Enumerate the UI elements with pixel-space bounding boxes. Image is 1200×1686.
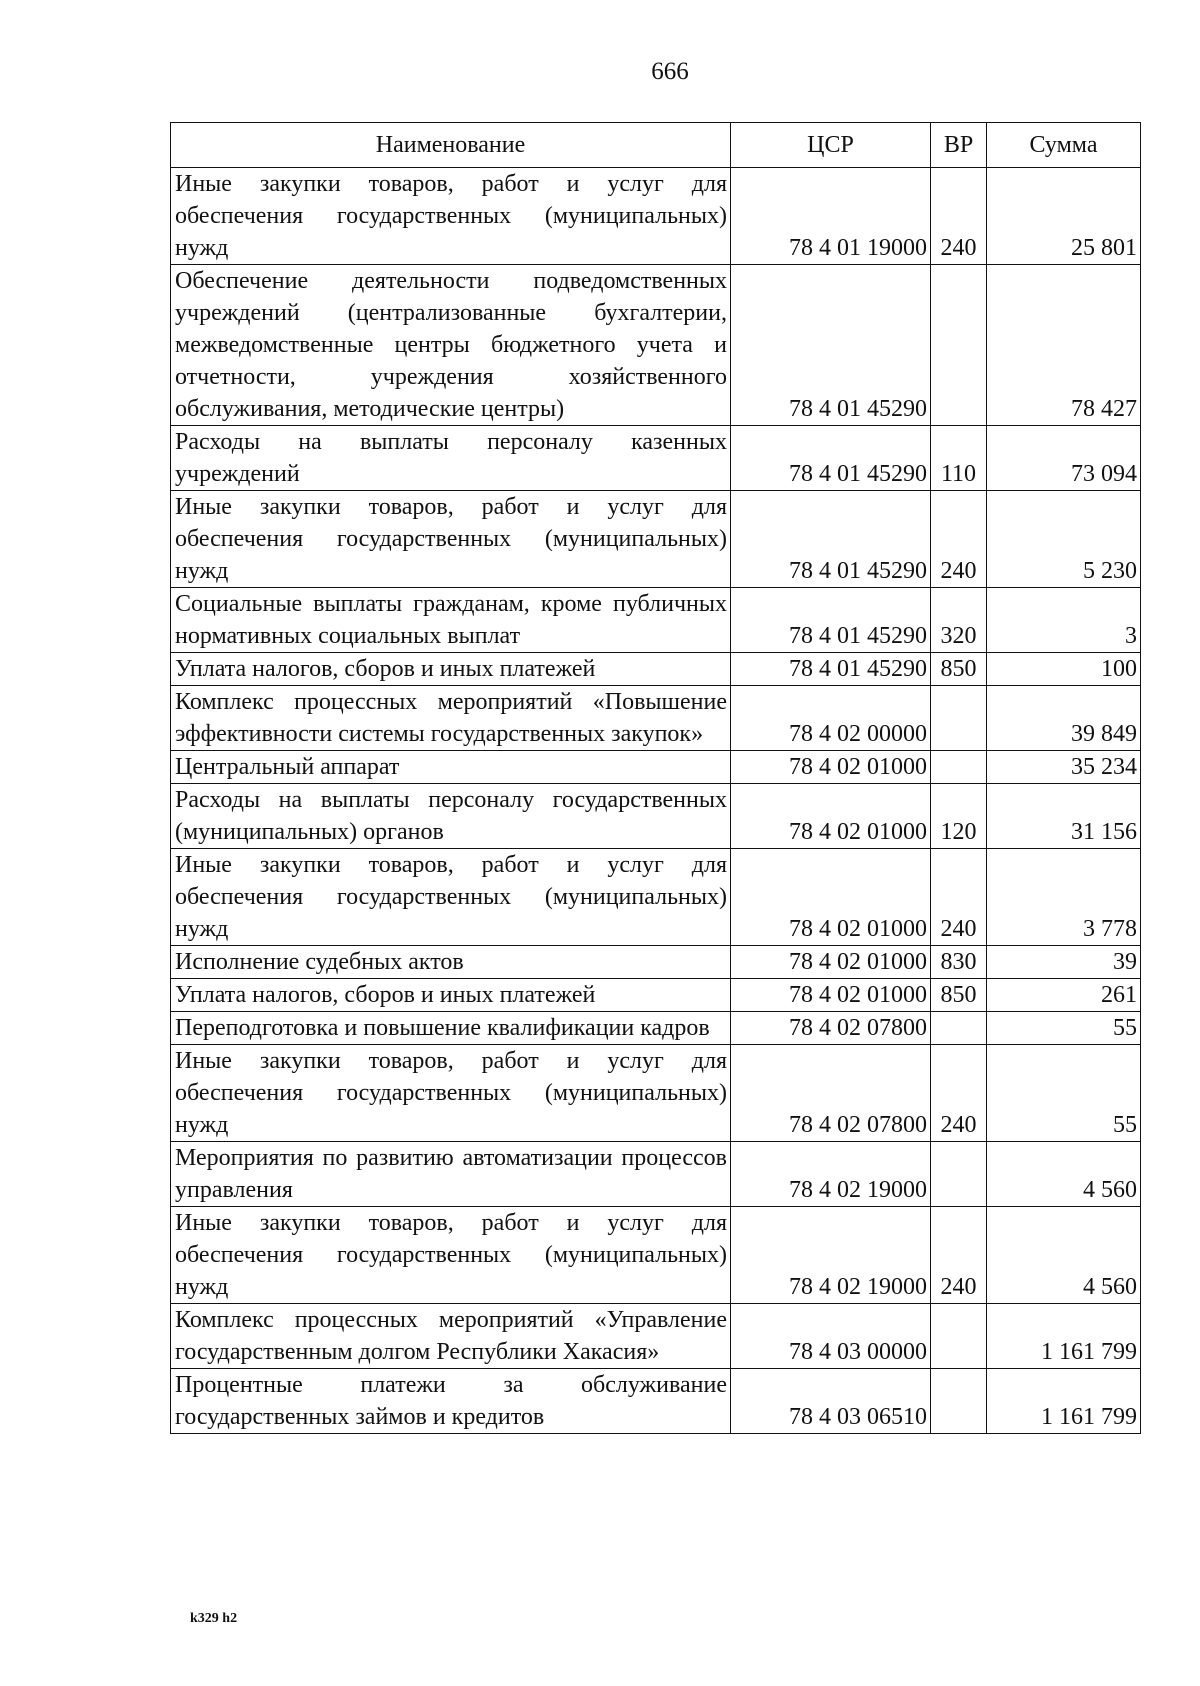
row-sum: 4 560: [987, 1207, 1141, 1304]
row-vr: 850: [931, 979, 987, 1012]
row-csr: 78 4 01 45290: [731, 265, 931, 426]
table-row: [171, 849, 1141, 946]
row-sum: 55: [987, 1045, 1141, 1142]
row-name: Уплата налогов, сборов и иных платежей: [171, 979, 731, 1012]
table-row: [171, 1142, 1141, 1207]
table-row: [171, 1012, 1141, 1045]
row-csr: 78 4 02 01000: [731, 946, 931, 979]
row-sum: 73 094: [987, 426, 1141, 491]
header-sum: Сумма: [987, 123, 1141, 168]
row-sum: 5 230: [987, 491, 1141, 588]
row-name: Иные закупки товаров, работ и услуг для обеспечения государственных (муниципальных) нужд: [171, 849, 731, 946]
row-vr: [931, 1012, 987, 1045]
row-csr: 78 4 01 19000: [731, 168, 931, 265]
page-number: 666: [651, 58, 689, 85]
row-csr: 78 4 02 19000: [731, 1207, 931, 1304]
row-vr: [931, 1142, 987, 1207]
row-csr: 78 4 02 00000: [731, 686, 931, 751]
table-row: [171, 1369, 1141, 1434]
table-row: [171, 168, 1141, 265]
row-csr: 78 4 03 00000: [731, 1304, 931, 1369]
row-vr: 110: [931, 426, 987, 491]
table-row: [171, 979, 1141, 1012]
row-sum: 25 801: [987, 168, 1141, 265]
row-name: Процентные платежи за обслуживание государственных займов и кредитов: [171, 1369, 731, 1434]
row-csr: 78 4 03 06510: [731, 1369, 931, 1434]
table-row: [171, 265, 1141, 426]
header-name: Наименование: [171, 123, 731, 168]
table-body: [171, 168, 1141, 1434]
footer-code: k329 h2: [190, 1611, 238, 1626]
row-vr: 240: [931, 849, 987, 946]
header-row: [171, 123, 1141, 168]
row-name: Комплекс процессных мероприятий «Повышение эффективности системы государственных закупок»: [171, 686, 731, 751]
table-row: [171, 1304, 1141, 1369]
row-name: Иные закупки товаров, работ и услуг для обеспечения государственных (муниципальных) нужд: [171, 1207, 731, 1304]
row-vr: [931, 1304, 987, 1369]
row-sum: 4 560: [987, 1142, 1141, 1207]
table-row: [171, 491, 1141, 588]
header-csr: ЦСР: [731, 123, 931, 168]
table-row: [171, 1045, 1141, 1142]
row-sum: 78 427: [987, 265, 1141, 426]
row-name: Переподготовка и повышение квалификации кадров: [171, 1012, 731, 1045]
row-name: Центральный аппарат: [171, 751, 731, 784]
row-vr: 320: [931, 588, 987, 653]
row-vr: [931, 265, 987, 426]
row-sum: 100: [987, 653, 1141, 686]
row-name: Иные закупки товаров, работ и услуг для обеспечения государственных (муниципальных) нужд: [171, 1045, 731, 1142]
row-vr: 240: [931, 1207, 987, 1304]
table-row: [171, 784, 1141, 849]
row-csr: 78 4 01 45290: [731, 426, 931, 491]
row-sum: 31 156: [987, 784, 1141, 849]
table-header: [171, 123, 1141, 168]
row-csr: 78 4 01 45290: [731, 588, 931, 653]
row-vr: 240: [931, 1045, 987, 1142]
row-csr: 78 4 01 45290: [731, 653, 931, 686]
row-csr: 78 4 02 19000: [731, 1142, 931, 1207]
row-csr: 78 4 02 01000: [731, 979, 931, 1012]
table-row: [171, 426, 1141, 491]
table-row: [171, 653, 1141, 686]
row-sum: 1 161 799: [987, 1369, 1141, 1434]
row-sum: 3 778: [987, 849, 1141, 946]
row-name: Иные закупки товаров, работ и услуг для обеспечения государственных (муниципальных) нужд: [171, 491, 731, 588]
row-csr: 78 4 02 01000: [731, 751, 931, 784]
row-sum: 3: [987, 588, 1141, 653]
row-csr: 78 4 02 07800: [731, 1045, 931, 1142]
row-name: Иные закупки товаров, работ и услуг для обеспечения государственных (муниципальных) нужд: [171, 168, 731, 265]
row-vr: 120: [931, 784, 987, 849]
row-sum: 39 849: [987, 686, 1141, 751]
row-vr: [931, 1369, 987, 1434]
row-sum: 55: [987, 1012, 1141, 1045]
row-vr: 850: [931, 653, 987, 686]
row-csr: 78 4 02 01000: [731, 849, 931, 946]
budget-table: [170, 122, 1141, 1434]
row-vr: [931, 751, 987, 784]
table-row: [171, 1207, 1141, 1304]
row-sum: 1 161 799: [987, 1304, 1141, 1369]
row-vr: 240: [931, 491, 987, 588]
row-name: Расходы на выплаты персоналу государственных (муниципальных) органов: [171, 784, 731, 849]
row-name: Социальные выплаты гражданам, кроме публичных нормативных социальных выплат: [171, 588, 731, 653]
table-row: [171, 588, 1141, 653]
row-name: Исполнение судебных актов: [171, 946, 731, 979]
row-name: Расходы на выплаты персоналу казенных учреждений: [171, 426, 731, 491]
row-csr: 78 4 01 45290: [731, 491, 931, 588]
row-name: Уплата налогов, сборов и иных платежей: [171, 653, 731, 686]
table-row: [171, 686, 1141, 751]
row-name: Обеспечение деятельности подведомственных учреждений (централизованные бухгалтерии, межведомственные центры бюджетного учета и отчетности, учреждения хозяйственного обслуживания, методические центры): [171, 265, 731, 426]
row-vr: 830: [931, 946, 987, 979]
row-name: Мероприятия по развитию автоматизации процессов управления: [171, 1142, 731, 1207]
row-sum: 39: [987, 946, 1141, 979]
row-csr: 78 4 02 07800: [731, 1012, 931, 1045]
row-vr: 240: [931, 168, 987, 265]
row-name: Комплекс процессных мероприятий «Управление государственным долгом Республики Хакасия»: [171, 1304, 731, 1369]
table-row: [171, 751, 1141, 784]
row-sum: 261: [987, 979, 1141, 1012]
row-vr: [931, 686, 987, 751]
table-row: [171, 946, 1141, 979]
row-sum: 35 234: [987, 751, 1141, 784]
header-vr: ВР: [931, 123, 987, 168]
row-csr: 78 4 02 01000: [731, 784, 931, 849]
